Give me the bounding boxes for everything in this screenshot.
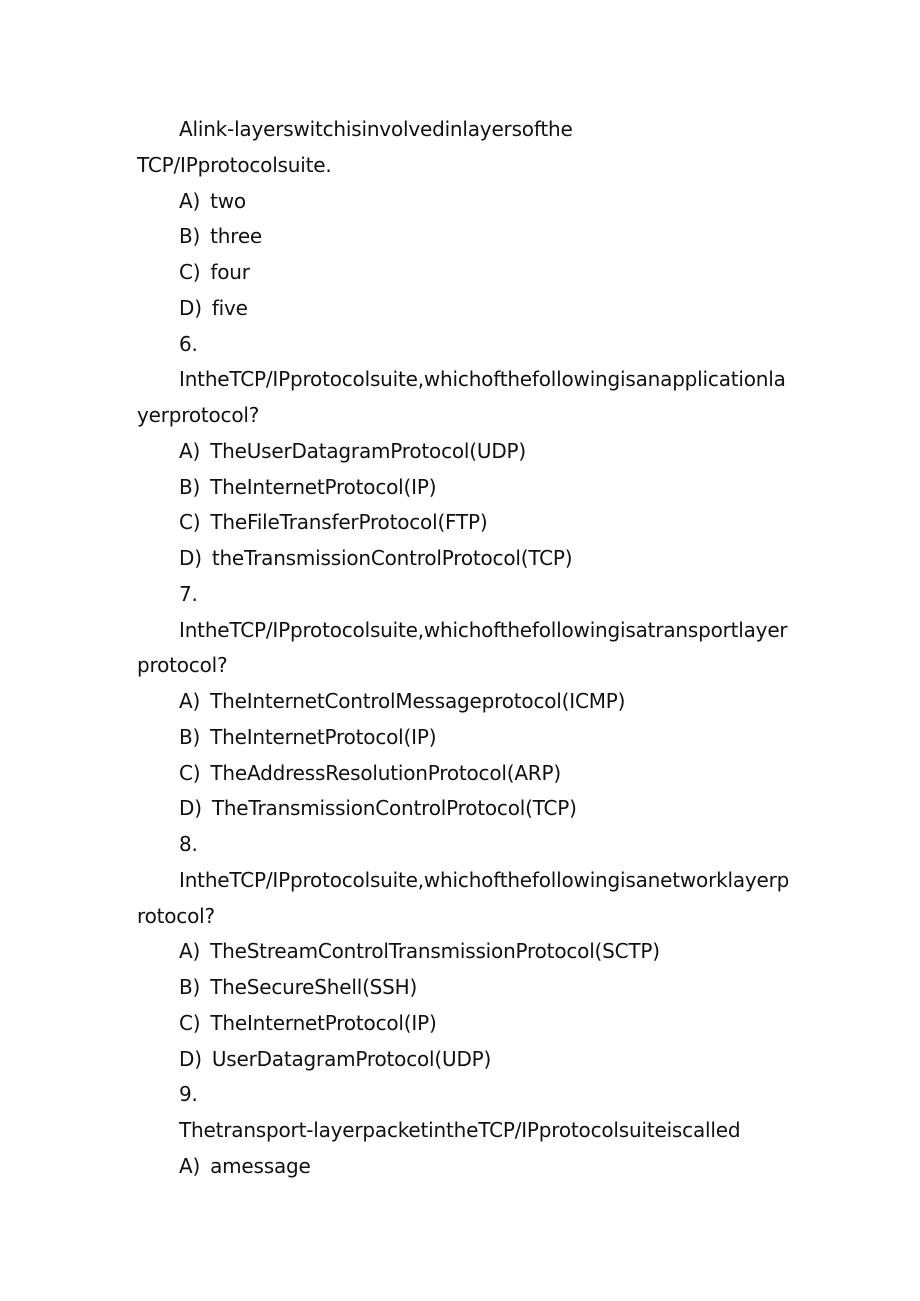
option-letter: D) [179, 1046, 202, 1071]
option-letter: C) [179, 1010, 201, 1035]
option-text: TheAddressResolutionProtocol(ARP) [210, 760, 561, 785]
option-letter: C) [179, 260, 201, 284]
question-text: IntheTCP/IPprotocolsuite,whichofthefollowingisanapplicationla [179, 367, 786, 392]
option-text: four [210, 260, 250, 284]
answer-option [137, 255, 820, 291]
option-text: theTransmissionControlProtocol(TCP) [211, 546, 573, 570]
option-letter: D) [179, 546, 202, 570]
question-text-continuation: rotocol? [137, 903, 215, 928]
option-text: TheStreamControlTransmissionProtocol(SCTP) [210, 939, 660, 964]
option-letter: B) [179, 724, 201, 749]
question-text-continuation: yerprotocol? [137, 403, 260, 427]
answer-option [137, 184, 820, 220]
answer-option [137, 970, 820, 1006]
question-text: Alink-layerswitchisinvolvedinlayersofthe [179, 117, 573, 141]
answer-option [137, 219, 820, 255]
option-letter: C) [179, 760, 201, 785]
option-text: five [211, 295, 248, 320]
question-text: Thetransport-layerpacketintheTCP/IPprotocolsuiteiscalled [179, 1118, 741, 1142]
answer-option [137, 756, 820, 792]
option-letter: A) [179, 188, 201, 213]
option-letter: A) [179, 438, 201, 463]
answer-option [137, 934, 820, 970]
option-text: TheInternetControlMessageprotocol(ICMP) [210, 689, 626, 713]
answer-option [137, 541, 820, 577]
option-letter: B) [179, 224, 201, 249]
answer-option [137, 720, 820, 756]
option-letter: D) [179, 295, 202, 320]
question-number: 9. [179, 1082, 198, 1107]
answer-option [137, 470, 820, 506]
answer-option [137, 1006, 820, 1042]
answer-option [137, 1149, 820, 1185]
option-text: UserDatagramProtocol(UDP) [211, 1046, 492, 1071]
question-text: IntheTCP/IPprotocolsuite,whichofthefollowingisanetworklayerp [179, 867, 790, 892]
option-text: three [210, 224, 263, 249]
option-text: two [210, 188, 246, 213]
option-text: TheSecureShell(SSH) [210, 975, 418, 999]
question-list [137, 112, 820, 1185]
question-text-continuation: protocol? [137, 653, 228, 678]
question-text-continuation: TCP/IPprotocolsuite. [137, 152, 332, 177]
option-text: TheInternetProtocol(IP) [210, 724, 437, 749]
option-text: TheInternetProtocol(IP) [210, 1010, 437, 1035]
question-number: 6. [179, 331, 198, 356]
answer-option [137, 684, 820, 720]
option-letter: A) [179, 1153, 201, 1178]
answer-option [137, 791, 820, 827]
answer-option [137, 1042, 820, 1078]
option-letter: B) [179, 975, 201, 999]
option-letter: D) [179, 796, 202, 821]
option-text: TheInternetProtocol(IP) [210, 474, 437, 499]
question-number: 8. [179, 832, 198, 856]
option-letter: B) [179, 474, 201, 499]
question-number: 7. [179, 581, 198, 606]
question-text: IntheTCP/IPprotocolsuite,whichofthefollowingisatransportlayer [179, 617, 788, 642]
option-text: amessage [210, 1153, 311, 1178]
option-letter: A) [179, 939, 201, 964]
option-letter: A) [179, 689, 201, 713]
option-text: TheFileTransferProtocol(FTP) [210, 510, 488, 535]
answer-option [137, 505, 820, 541]
answer-option [137, 434, 820, 470]
answer-option [137, 291, 820, 327]
option-text: TheTransmissionControlProtocol(TCP) [211, 796, 577, 821]
option-text: TheUserDatagramProtocol(UDP) [210, 438, 526, 463]
option-letter: C) [179, 510, 201, 535]
